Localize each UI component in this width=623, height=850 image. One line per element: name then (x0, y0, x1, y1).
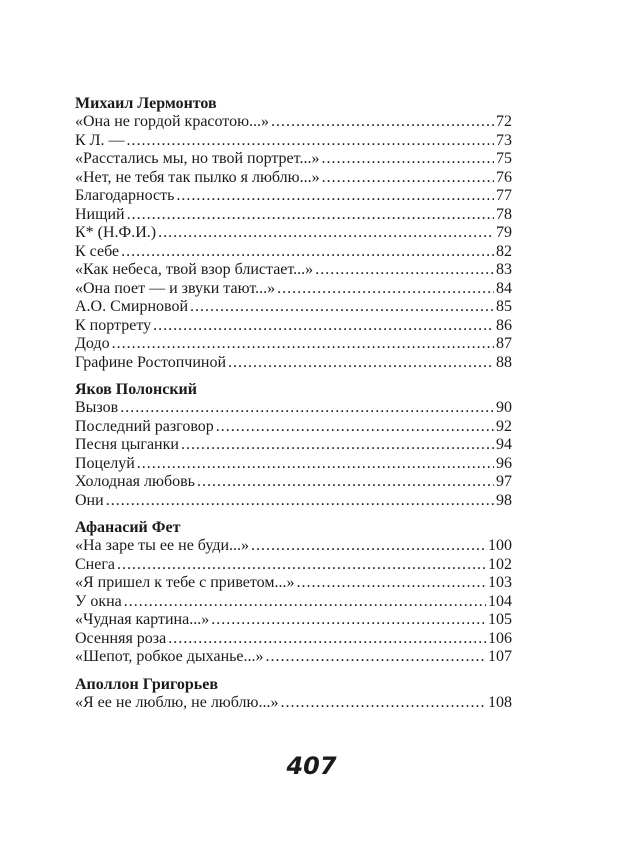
dot-leader (228, 354, 494, 373)
entry-title: «Шепот, робкое дыханье...» (75, 648, 264, 665)
toc-entry[interactable] (75, 335, 512, 354)
entry-page: 102 (488, 555, 512, 573)
entry-title: Поцелуй (75, 454, 135, 472)
table-of-contents (75, 95, 512, 721)
entry-title: К портрету (75, 316, 152, 334)
dot-leader (322, 169, 494, 188)
entry-title: Песня цыганки (75, 436, 179, 453)
entry-page: 106 (488, 629, 512, 647)
toc-entry[interactable] (75, 399, 512, 418)
toc-entry[interactable] (75, 354, 512, 373)
toc-section (75, 95, 512, 372)
toc-entry[interactable] (75, 261, 512, 280)
entry-page: 100 (488, 537, 512, 554)
toc-entry[interactable] (75, 113, 512, 132)
entry-page: 77 (496, 187, 512, 204)
dot-leader (190, 298, 494, 317)
entry-title: «Я пришел к тебе с приветом...» (75, 574, 295, 591)
entry-title: «Она не гордой красотою...» (75, 113, 270, 130)
dot-leader (251, 537, 486, 556)
entry-page: 90 (496, 399, 512, 416)
toc-entry[interactable] (75, 593, 512, 612)
dot-leader (176, 187, 494, 206)
toc-entry[interactable] (75, 150, 512, 169)
toc-entry[interactable] (75, 492, 512, 511)
dot-leader (266, 648, 486, 667)
toc-entry[interactable] (75, 436, 512, 455)
dot-leader (211, 611, 486, 630)
dot-leader (181, 436, 494, 455)
entry-page: 98 (496, 491, 512, 509)
entry-title: А.О. Смирновой (75, 298, 189, 315)
entry-page: 103 (488, 574, 512, 591)
entry-page: 104 (488, 592, 512, 610)
toc-entry[interactable] (75, 537, 512, 556)
toc-entry[interactable] (75, 648, 512, 667)
entry-page: 87 (496, 335, 512, 352)
dot-leader (124, 593, 486, 612)
entry-title: «Она поет — и звуки тают...» (75, 279, 276, 297)
dot-leader (117, 556, 486, 575)
entry-page: 79 (496, 224, 512, 241)
entry-page: 85 (496, 298, 512, 315)
entry-page: 84 (496, 279, 512, 297)
entry-title: К себе (75, 242, 120, 260)
entry-title: Они (75, 491, 104, 509)
entry-page: 76 (496, 168, 512, 186)
entry-title: К Л. — (75, 131, 125, 149)
entry-page: 108 (488, 693, 512, 711)
entry-page: 73 (496, 131, 512, 149)
toc-section (75, 381, 512, 510)
toc-entry[interactable] (75, 187, 512, 206)
author-heading: Михаил Лермонтов (75, 95, 217, 112)
entry-page: 72 (496, 113, 512, 130)
dot-leader (168, 630, 486, 649)
entry-title: У окна (75, 592, 122, 610)
entry-title: «Я ее не люблю, не люблю...» (75, 693, 279, 711)
entry-page: 83 (496, 261, 512, 278)
toc-section (75, 676, 512, 713)
toc-entry[interactable] (75, 224, 512, 243)
entry-title: Холодная любовь (75, 473, 195, 490)
dot-leader (315, 261, 494, 280)
dot-leader (297, 574, 487, 593)
dot-leader (137, 455, 494, 474)
toc-entry[interactable] (75, 473, 512, 492)
toc-entry[interactable] (75, 206, 512, 225)
entry-page: 97 (496, 473, 512, 490)
toc-entry[interactable] (75, 243, 512, 262)
author-heading: Аполлон Григорьев (75, 675, 218, 693)
dot-leader (106, 492, 494, 511)
toc-entry[interactable] (75, 556, 512, 575)
dot-leader (197, 473, 494, 492)
toc-section (75, 519, 512, 667)
author-heading: Яков Полонский (75, 381, 197, 398)
entry-title: Благодарность (75, 187, 175, 204)
entry-title: Последний разговор (75, 417, 214, 435)
toc-entry[interactable] (75, 169, 512, 188)
entry-title: Снега (75, 555, 115, 573)
dot-leader (158, 224, 494, 243)
entry-page: 88 (496, 353, 512, 371)
entry-title: «На заре ты ее не буди...» (75, 537, 250, 554)
entry-page: 96 (496, 454, 512, 472)
entry-title: Нищий (75, 205, 125, 223)
dot-leader (277, 280, 494, 299)
toc-entry[interactable] (75, 132, 512, 151)
dot-leader (271, 113, 494, 132)
entry-title: Графине Ростопчиной (75, 353, 227, 371)
toc-entry[interactable] (75, 574, 512, 593)
toc-entry[interactable] (75, 694, 512, 713)
dot-leader (121, 243, 494, 262)
entry-page: 86 (496, 316, 512, 334)
toc-entry[interactable] (75, 630, 512, 649)
entry-page: 75 (496, 150, 512, 167)
entry-title: «Чудная картина...» (75, 611, 210, 628)
entry-page: 94 (496, 436, 512, 453)
entry-title: «Нет, не тебя так пылко я люблю...» (75, 168, 320, 186)
dot-leader (216, 418, 494, 437)
entry-title: «Как небеса, твой взор блистает...» (75, 261, 314, 278)
dot-leader (127, 132, 494, 151)
dot-leader (153, 317, 494, 336)
dot-leader (127, 206, 494, 225)
entry-title: Осенняя роза (75, 629, 167, 647)
entry-page: 105 (488, 611, 512, 628)
dot-leader (120, 399, 494, 418)
entry-title: К* (Н.Ф.И.) (75, 224, 157, 241)
toc-entry[interactable] (75, 418, 512, 437)
dot-leader (280, 694, 486, 713)
entry-title: Додо (75, 335, 110, 352)
author-heading: Афанасий Фет (75, 519, 181, 536)
entry-page: 82 (496, 242, 512, 260)
entry-title: Вызов (75, 399, 119, 416)
toc-entry[interactable] (75, 611, 512, 630)
toc-entry[interactable] (75, 455, 512, 474)
dot-leader (112, 335, 494, 354)
entry-page: 107 (488, 648, 512, 665)
entry-page: 78 (496, 205, 512, 223)
toc-entry[interactable] (75, 298, 512, 317)
toc-entry[interactable] (75, 317, 512, 336)
page-number: 407 (286, 752, 337, 780)
dot-leader (321, 150, 494, 169)
entry-title: «Расстались мы, но твой портрет...» (75, 150, 320, 167)
toc-entry[interactable] (75, 280, 512, 299)
entry-page: 92 (496, 417, 512, 435)
